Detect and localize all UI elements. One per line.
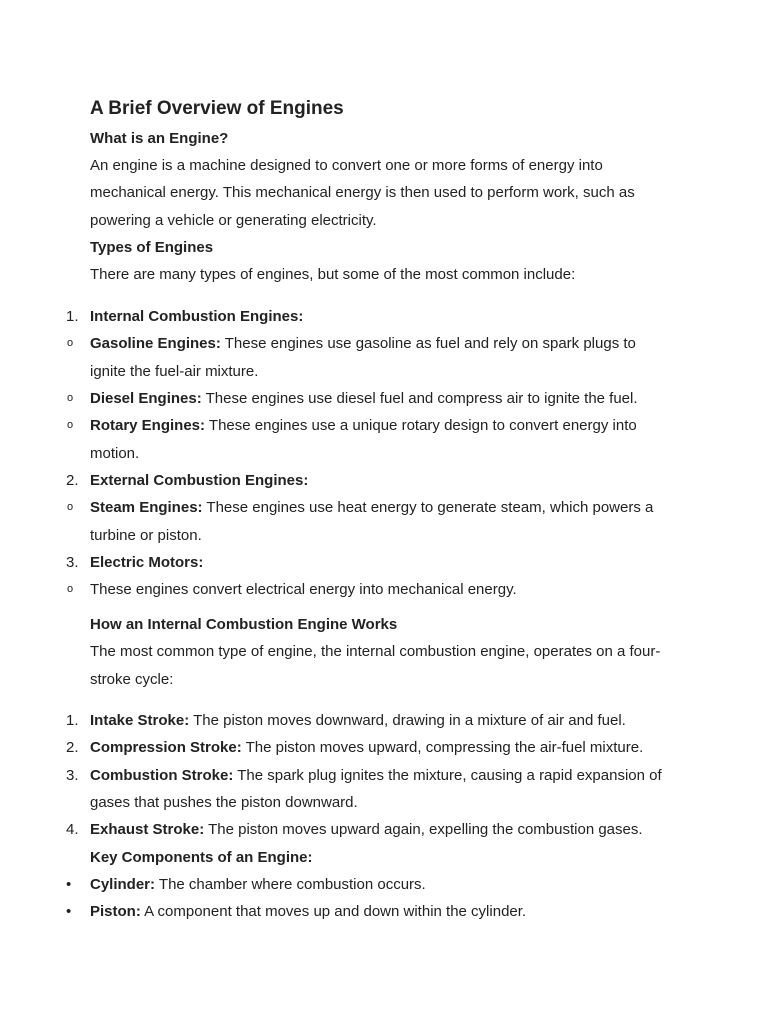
step-label: Exhaust Stroke:: [90, 821, 205, 839]
type-group-label: Electric Motors:: [90, 553, 204, 571]
list-item: [67, 576, 670, 603]
step-text: The spark plug ignites the mixture, causing a rapid expansion of gases that pushes the piston downward.: [90, 766, 662, 811]
component-item: [66, 871, 670, 898]
item-label: Steam Engines:: [90, 499, 203, 517]
circle-bullet-icon: o: [67, 583, 74, 596]
types-intro: There are many types of engines, but some of the most common include:: [90, 265, 576, 283]
step-text: The piston moves upward again, expelling the combustion gases.: [204, 821, 643, 839]
item-text: These engines use heat energy to generate steam, which powers a turbine or piston.: [90, 499, 654, 544]
document-body: [66, 96, 670, 925]
step-text: The piston moves downward, drawing in a mixture of air and fuel.: [189, 712, 626, 730]
component-label: Cylinder:: [90, 875, 156, 893]
item-label: Diesel Engines:: [90, 390, 202, 408]
list-number: 1.: [66, 308, 79, 326]
type-group-external: [66, 467, 670, 494]
section-heading-what: What is an Engine?: [90, 130, 229, 147]
section-heading-how: How an Internal Combustion Engine Works: [90, 616, 398, 634]
component-text: The chamber where combustion occurs.: [155, 875, 426, 893]
type-group-label: External Combustion Engines:: [90, 471, 309, 489]
list-number: 4.: [66, 821, 79, 839]
list-number: 2.: [66, 739, 79, 757]
list-item: [67, 385, 670, 412]
component-text: A component that moves up and down within the cylinder.: [140, 902, 527, 920]
list-number: 3.: [66, 553, 79, 571]
item-text: These engines convert electrical energy into mechanical energy.: [90, 581, 517, 599]
section-heading-components: Key Components of an Engine:: [90, 848, 313, 866]
stroke-step: [66, 707, 670, 734]
bullet-icon: •: [66, 902, 72, 920]
circle-bullet-icon: o: [67, 392, 74, 405]
item-text: These engines use a unique rotary design to convert energy into motion.: [90, 417, 637, 462]
step-label: Combustion Stroke:: [90, 766, 234, 784]
circle-bullet-icon: o: [67, 337, 74, 350]
how-intro: The most common type of engine, the internal combustion engine, operates on a four-stroke cycle:: [90, 643, 661, 688]
step-label: Compression Stroke:: [90, 739, 242, 757]
stroke-step: [66, 816, 670, 843]
list-number: 1.: [66, 712, 79, 730]
circle-bullet-icon: o: [67, 419, 74, 432]
section-heading-types: Types of Engines: [90, 238, 214, 256]
list-item: [67, 494, 670, 549]
step-label: Intake Stroke:: [90, 712, 190, 730]
item-text: These engines use diesel fuel and compress air to ignite the fuel.: [201, 390, 638, 408]
component-item: [66, 898, 670, 925]
circle-bullet-icon: o: [67, 501, 74, 514]
type-group-electric: [66, 549, 670, 576]
bullet-icon: •: [66, 875, 72, 893]
component-label: Piston:: [90, 902, 141, 920]
list-number: 3.: [66, 766, 79, 784]
stroke-step: [66, 762, 670, 817]
item-text: These engines use gasoline as fuel and rely on spark plugs to ignite the fuel-air mixture.: [90, 335, 636, 380]
list-item: [67, 412, 670, 467]
stroke-step: [66, 734, 670, 761]
document-title: A Brief Overview of Engines: [90, 98, 344, 119]
type-group-label: Internal Combustion Engines:: [90, 308, 304, 326]
list-item: [67, 330, 670, 385]
item-label: Rotary Engines:: [90, 417, 206, 435]
type-group-internal: [66, 303, 670, 330]
step-text: The piston moves upward, compressing the air-fuel mixture.: [241, 739, 644, 757]
what-paragraph: An engine is a machine designed to convert one or more forms of energy into mechanical energy. This mechanical energy is then used to perform work, such as powering a vehicle or generating electricity.: [90, 157, 635, 229]
list-number: 2.: [66, 471, 79, 489]
item-label: Gasoline Engines:: [90, 335, 221, 353]
